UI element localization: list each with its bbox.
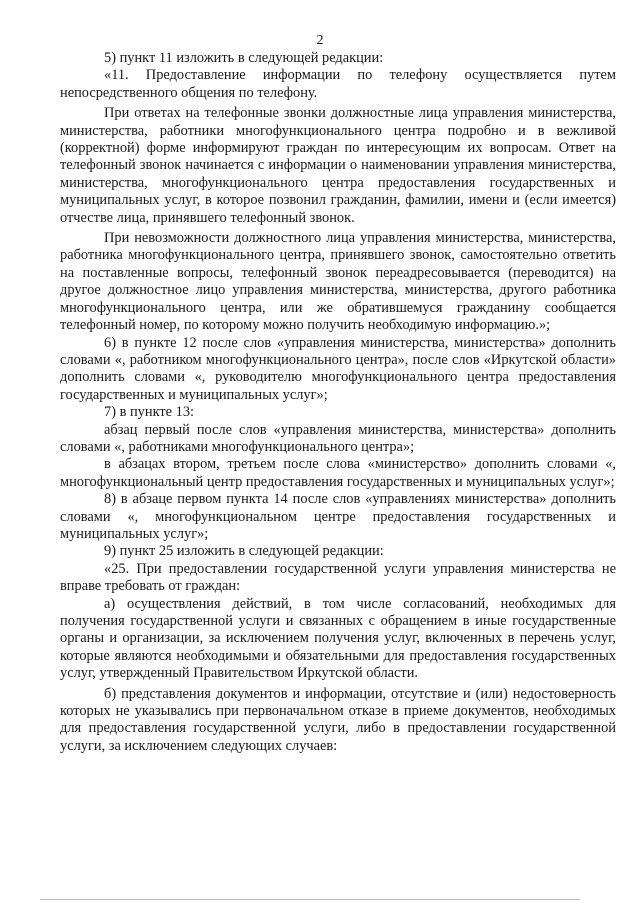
paragraph: При невозможности должностного лица управления министерства, министерства, работника многофункционального центра, принявшего звонок, самостоятельно ответить на поставленные вопросы, телефонный звонок переадресовывается (переводится) на другое должностное лицо управления министерства, министерства, другого работника многофункционального центра, или же обратившемуся гражданину сообщается телефонный номер, по которому можно получить необходимую информацию.»;	[60, 230, 616, 334]
paragraph: абзац первый после слов «управления министерства, министерства» дополнить словами «, работниками многофункционального центра»;	[60, 421, 616, 455]
paragraph: 5) пункт 11 изложить в следующей редакции:	[104, 50, 384, 66]
paragraph: 7) в пункте 13:	[104, 404, 195, 421]
paragraph: «25. При предоставлении государственной услуги управления министерства не вправе требовать от граждан:	[60, 560, 616, 595]
document-body	[60, 50, 616, 755]
paragraph: в абзацах втором, третьем после слова «министерство» дополнить словами «, многофункциональный центр предоставления государственных и муниципальных услуг»;	[60, 456, 616, 490]
paragraph: 9) пункт 25 изложить в следующей редакции:	[104, 543, 384, 560]
page-number: 2	[316, 33, 324, 48]
paragraph: «11. Предоставление информации по телефону осуществляется путем непосредственного общения по телефону.	[60, 67, 616, 101]
paragraph: б) представления документов и информации, отсутствие и (или) недостоверность которых не указывались при первоначальном отказе в приеме документов, необходимых для предоставления государственной услуги, либо в предоставлении государственной услуги, за исключением следующих случаев:	[60, 685, 616, 754]
scan-edge-line	[40, 899, 580, 900]
paragraph: а) осуществления действий, в том числе согласований, необходимых для получения государственной услуги и связанных с обращением в иные государственные органы и организации, за исключением получения услуг, включенных в перечень услуг, которые являются необходимыми и обязательными для предоставления государственных услуг, утвержденный Правительством Иркутской области.	[60, 595, 616, 682]
paragraph: При ответах на телефонные звонки должностные лица управления министерства, министерства, работники многофункционального центра подробно и в вежливой (корректной) форме информируют граждан по интересующим их вопросам. Ответ на телефонный звонок начинается с информации о наименовании управления министерства, министерства, многофункционального центра предоставления государственных и муниципальных услуг, в которое позвонил гражданин, фамилии, имени и (если имеется) отчестве лица, принявшего телефонный звонок.	[60, 105, 616, 226]
paragraph: 8) в абзаце первом пункта 14 после слов «управлениях министерства» дополнить словами «, многофункциональном центре предоставления государственных и муниципальных услуг»;	[60, 491, 616, 542]
paragraph: 6) в пункте 12 после слов «управления министерства, министерства» дополнить словами «, работником многофункционального центра», после слов «Иркутской области» дополнить словами «, руководителю многофункционального центра предоставления государственных и муниципальных услуг»;	[60, 334, 616, 403]
